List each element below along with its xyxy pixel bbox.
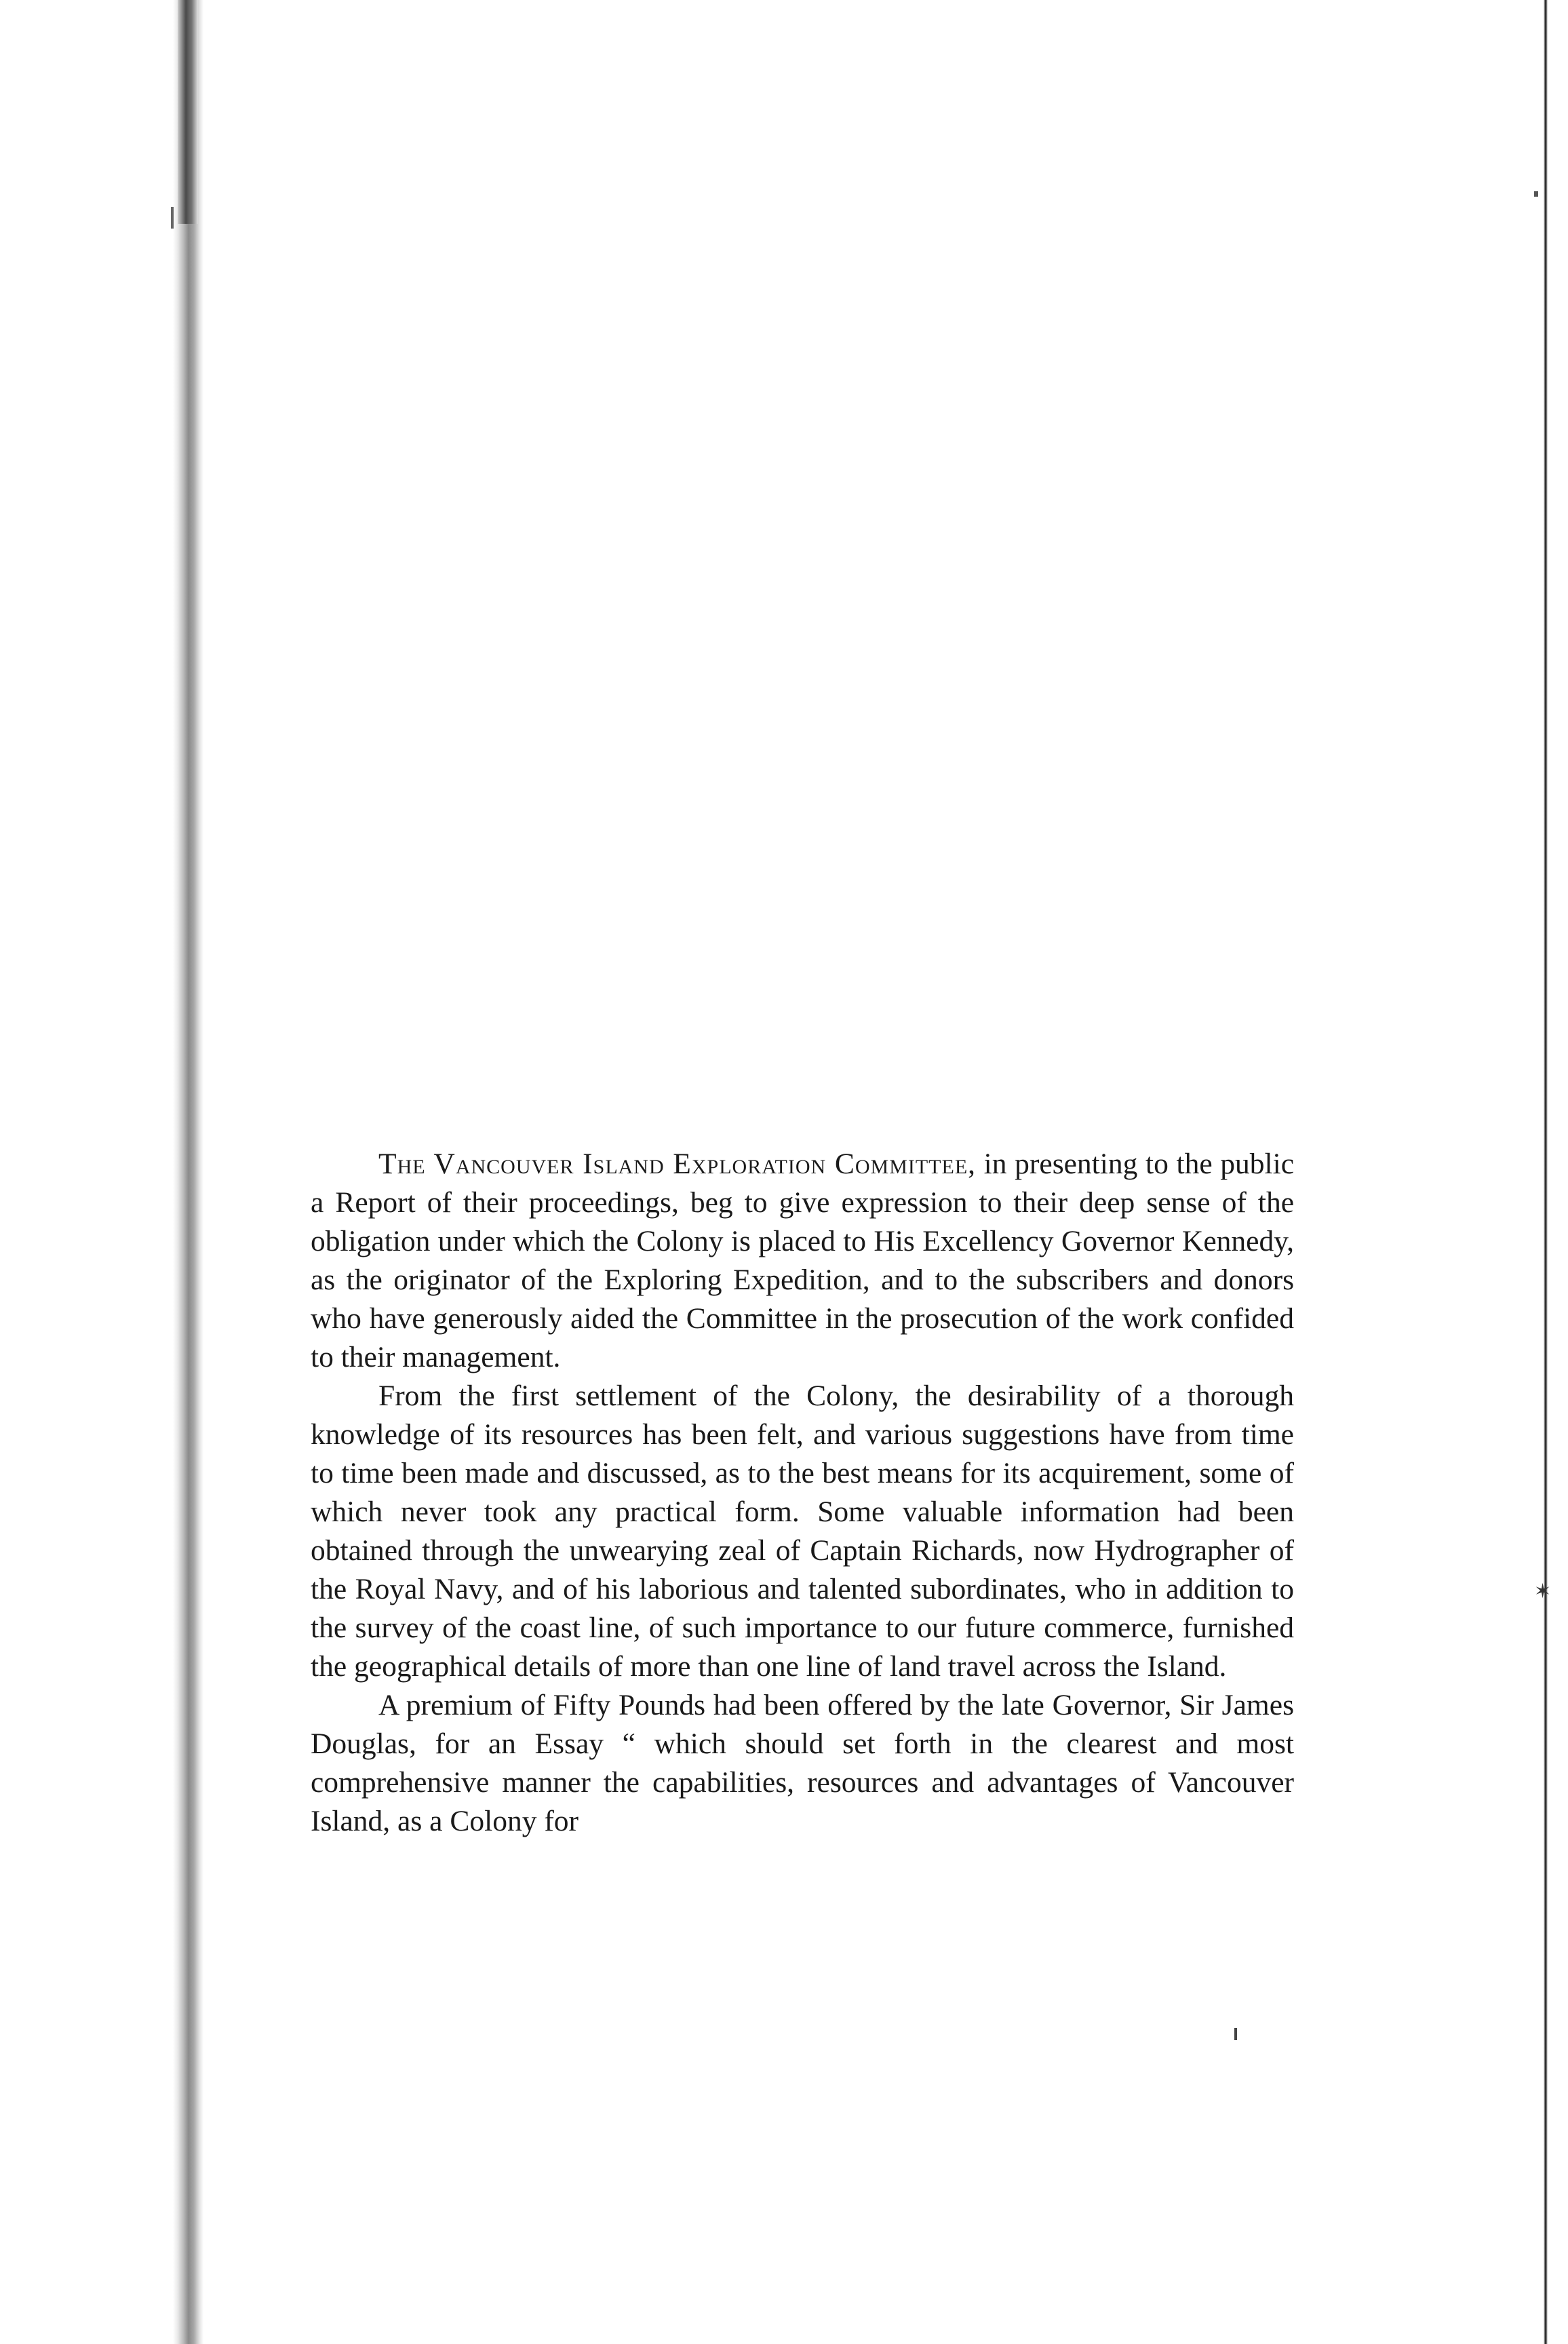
paragraph-2: From the first settlement of the Colony, the desirability of a thorough knowledge of its resources has been felt, and various suggestions have from time to time been made and discussed, as to the best means for its acquirement, some of which never took any practical form. Some valuable information had been obtained through the unwearying zeal of Captain Richards, now Hydrographer of the Royal Navy, and of his laborious and talented subordinates, who in addition to the survey of the coast line, of such importance to our future commerce, furnished the geographical details of more than one line of land travel across the Island. xyxy=(311,1380,1294,1683)
paragraph-3: A premium of Fifty Pounds had been offered by the late Governor, Sir James Douglas, for an Essay “ which should set forth in the clearest and most comprehensive manner the capabilities, resources and advantages of Vancouver Island, as a Colony for xyxy=(311,1689,1294,1837)
binding-mark xyxy=(171,207,174,229)
bottom-ink-mark xyxy=(1234,2028,1237,2040)
binding-shadow xyxy=(0,0,203,2344)
binding-dark-edge xyxy=(178,0,198,224)
paragraph-1 xyxy=(311,1145,1294,1377)
lead-in-small-caps: The Vancouver Island Exploration Committee, xyxy=(378,1148,977,1180)
ink-speck-icon: ✶ xyxy=(1534,1580,1552,1603)
right-page-edge xyxy=(1544,0,1548,2344)
edge-tick xyxy=(1534,191,1538,197)
paragraph-1-text: in presenting to the public a Report of their proceedings, beg to give expression to their deep sense of the obligation under which the Colony is placed to His Excellency Governor Kennedy, as the originator of the Exploring Expedition, and to the subscribers and donors who have generously aided the Committee in the prosecution of the work confided to their management. xyxy=(311,1148,1294,1373)
body-text xyxy=(311,1145,1294,1841)
